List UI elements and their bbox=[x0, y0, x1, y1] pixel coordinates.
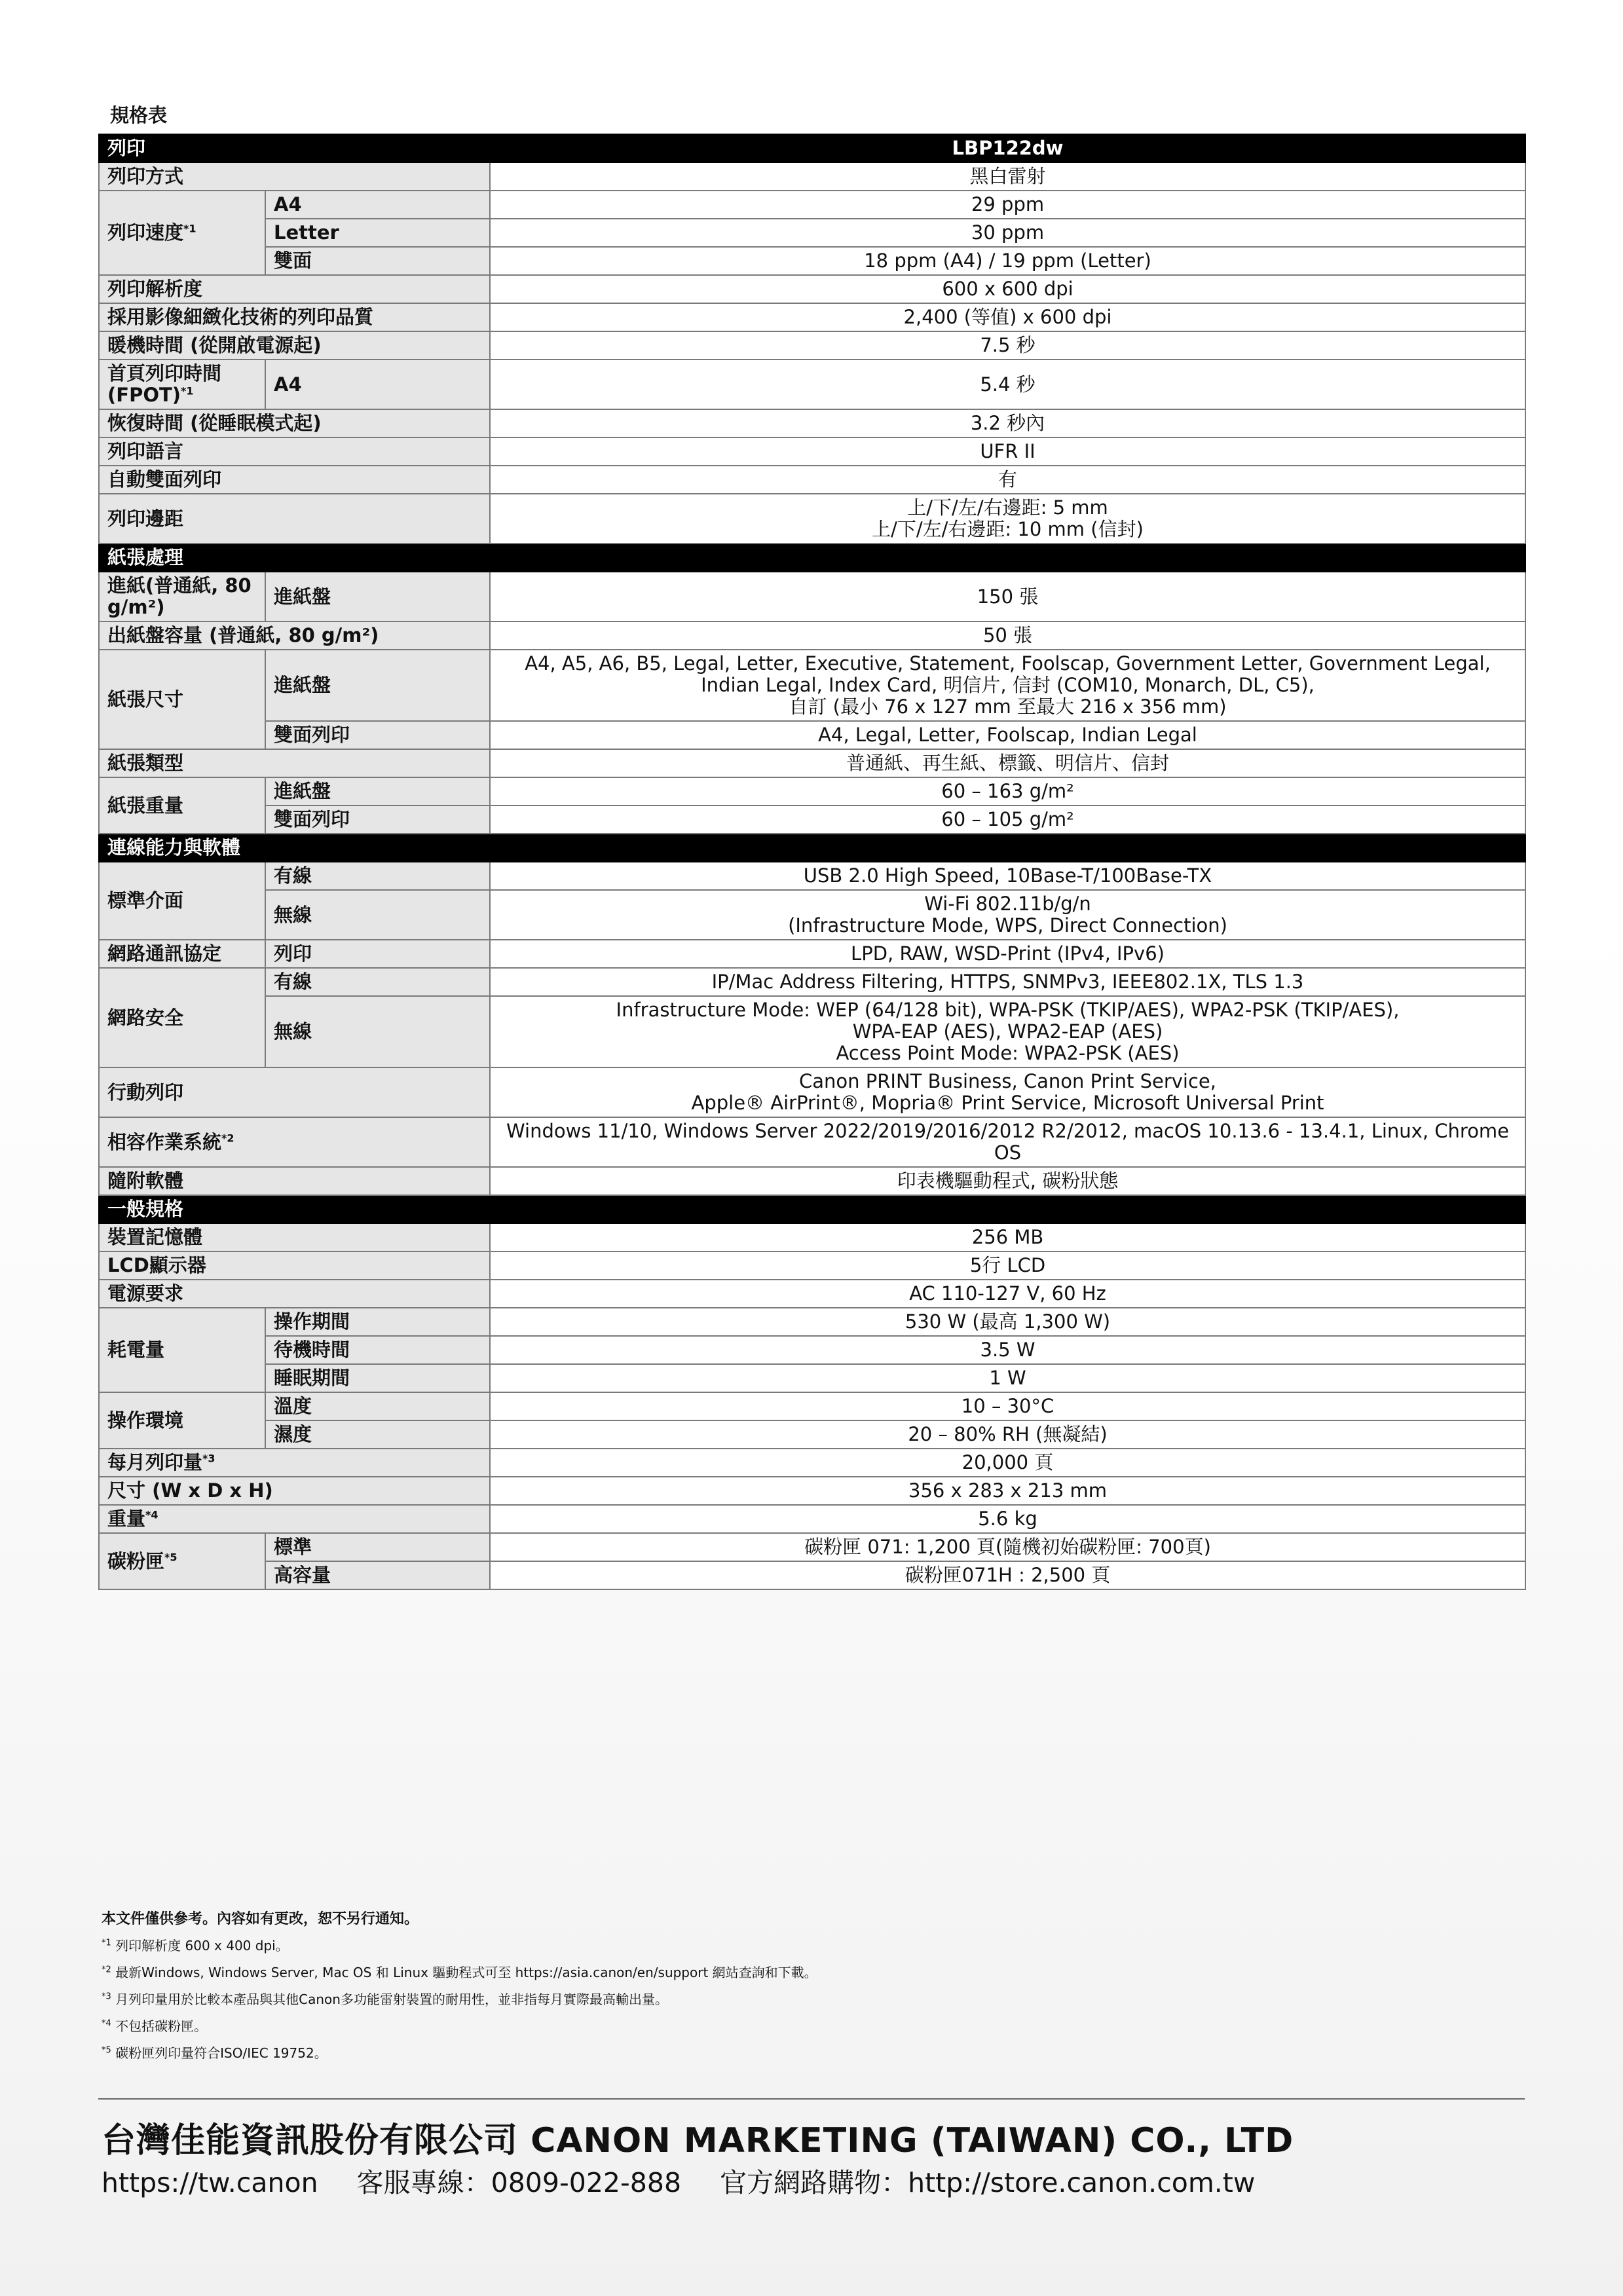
footer-divider bbox=[98, 2098, 1525, 2100]
spec-sublabel: 雙面列印 bbox=[265, 721, 490, 749]
spec-sublabel: 睡眠期間 bbox=[265, 1364, 490, 1392]
spec-value: 上/下/左/右邊距: 5 mm 上/下/左/右邊距: 10 mm (信封) bbox=[490, 494, 1525, 544]
table-row bbox=[99, 650, 1525, 721]
table-row bbox=[99, 572, 1525, 621]
spec-value: A4, Legal, Letter, Foolscap, Indian Legal bbox=[490, 721, 1525, 749]
spec-sublabel: 進紙盤 bbox=[265, 650, 490, 721]
spec-label: 紙張重量 bbox=[99, 777, 265, 834]
spec-label: 碳粉匣$^{*5}$ bbox=[99, 1533, 265, 1589]
spec-value: IP/Mac Address Filtering, HTTPS, SNMPv3, IEEE802.1X, TLS 1.3 bbox=[490, 968, 1525, 996]
table-row bbox=[99, 1392, 1525, 1420]
table-row bbox=[99, 247, 1525, 275]
spec-sublabel: Letter bbox=[265, 219, 490, 247]
spec-label: 列印解析度 bbox=[99, 275, 490, 303]
footnote-item: $^{*2}$ 最新Windows, Windows Server, Mac OS 和 Linux 驅動程式可至 https://asia.canon/en/support 網站查詢和下載。 bbox=[102, 1965, 817, 1980]
spec-value: Wi-Fi 802.11b/g/n (Infrastructure Mode, WPS, Direct Connection) bbox=[490, 890, 1525, 940]
table-row bbox=[99, 890, 1525, 940]
table-row bbox=[99, 940, 1525, 968]
table-row bbox=[99, 191, 1525, 219]
spec-label: 紙張類型 bbox=[99, 749, 490, 777]
spec-value: Canon PRINT Business, Canon Print Service, Apple® AirPrint®, Mopria® Print Service, Microsoft Universal Print bbox=[490, 1067, 1525, 1117]
spec-label: 耗電量 bbox=[99, 1308, 265, 1392]
spec-value: 5行 LCD bbox=[490, 1251, 1525, 1280]
table-row bbox=[99, 621, 1525, 650]
table-row bbox=[99, 1364, 1525, 1392]
spec-label: 暖機時間 (從開啟電源起) bbox=[99, 331, 490, 360]
spec-sublabel: A4 bbox=[265, 191, 490, 219]
spec-label: 出紙盤容量 (普通紙, 80 g/m²) bbox=[99, 621, 490, 650]
spec-value: 2,400 (等值) x 600 dpi bbox=[490, 303, 1525, 331]
spec-value: A4, A5, A6, B5, Legal, Letter, Executive, Statement, Foolscap, Government Letter, Government Legal, Indian Legal, Index Card, 明信片, 信封 (COM10, Monarch, DL, C5), 自訂 (最小 76 x 127 mm 至最大 216 x 356 mm) bbox=[490, 650, 1525, 721]
spec-sublabel: 無線 bbox=[265, 890, 490, 940]
spec-label: 相容作業系統$^{*2}$ bbox=[99, 1117, 490, 1167]
table-row bbox=[99, 1533, 1525, 1561]
spec-value: 普通紙、再生紙、標籤、明信片、信封 bbox=[490, 749, 1525, 777]
spec-sublabel: 濕度 bbox=[265, 1420, 490, 1449]
spec-value: 碳粉匣 071: 1,200 頁(隨機初始碳粉匣: 700頁) bbox=[490, 1533, 1525, 1561]
spec-value: 60 – 105 g/m² bbox=[490, 805, 1525, 834]
table-row bbox=[99, 1477, 1525, 1505]
spec-value: UFR II bbox=[490, 437, 1525, 466]
table-row bbox=[99, 275, 1525, 303]
disclaimer: 本文件僅供參考。內容如有更改，恕不另行通知。 bbox=[102, 1911, 419, 1927]
section-header bbox=[99, 1195, 1525, 1223]
footnote-mark: *1 bbox=[183, 222, 196, 235]
spec-label: 行動列印 bbox=[99, 1067, 490, 1117]
spec-sublabel: 進紙盤 bbox=[265, 572, 490, 621]
footnotes bbox=[102, 1906, 817, 2067]
table-row bbox=[99, 303, 1525, 331]
table-row bbox=[99, 1420, 1525, 1449]
spec-label: 重量$^{*4}$ bbox=[99, 1505, 490, 1533]
footnote-item: $^{*1}$ 列印解析度 600 x 400 dpi。 bbox=[102, 1938, 289, 1953]
spec-value: AC 110-127 V, 60 Hz bbox=[490, 1280, 1525, 1308]
section-header bbox=[99, 834, 1525, 862]
spec-sublabel: 操作期間 bbox=[265, 1308, 490, 1336]
table-row bbox=[99, 466, 1525, 494]
spec-sublabel: 雙面 bbox=[265, 247, 490, 275]
spec-value: LPD, RAW, WSD-Print (IPv4, IPv6) bbox=[490, 940, 1525, 968]
spec-label: 列印邊距 bbox=[99, 494, 490, 544]
footnote-mark: *3 bbox=[202, 1452, 215, 1465]
spec-value: 3.2 秒內 bbox=[490, 409, 1525, 437]
spec-label: 列印語言 bbox=[99, 437, 490, 466]
spec-value: 20,000 頁 bbox=[490, 1449, 1525, 1477]
spec-label: 採用影像細緻化技術的列印品質 bbox=[99, 303, 490, 331]
table-row bbox=[99, 1336, 1525, 1364]
table-row bbox=[99, 862, 1525, 890]
spec-value: 60 – 163 g/m² bbox=[490, 777, 1525, 805]
table-row bbox=[99, 437, 1525, 466]
table-row bbox=[99, 1308, 1525, 1336]
table-row bbox=[99, 996, 1525, 1067]
spec-label: 恢復時間 (從睡眠模式起) bbox=[99, 409, 490, 437]
spec-value: USB 2.0 High Speed, 10Base-T/100Base-TX bbox=[490, 862, 1525, 890]
table-row bbox=[99, 1167, 1525, 1195]
spec-value: 30 ppm bbox=[490, 219, 1525, 247]
table-row bbox=[99, 805, 1525, 834]
spec-value: 1 W bbox=[490, 1364, 1525, 1392]
company-name: 台灣佳能資訊股份有限公司 CANON MARKETING (TAIWAN) CO., LTD bbox=[102, 2121, 1294, 2160]
spec-value: 20 – 80% RH (無凝結) bbox=[490, 1420, 1525, 1449]
spec-label: 隨附軟體 bbox=[99, 1167, 490, 1195]
spec-value: 600 x 600 dpi bbox=[490, 275, 1525, 303]
spec-sublabel: 溫度 bbox=[265, 1392, 490, 1420]
section-header bbox=[99, 134, 1525, 162]
table-row bbox=[99, 494, 1525, 544]
spec-label: 電源要求 bbox=[99, 1280, 490, 1308]
section-title: 列印 bbox=[99, 134, 490, 162]
footnote-mark: *4 bbox=[145, 1508, 159, 1521]
spec-sublabel: 待機時間 bbox=[265, 1336, 490, 1364]
spec-value: 黑白雷射 bbox=[490, 162, 1525, 191]
spec-value: Windows 11/10, Windows Server 2022/2019/2016/2012 R2/2012, macOS 10.13.6 - 13.4.1, Linux, Chrome OS bbox=[490, 1117, 1525, 1167]
spec-sublabel: 高容量 bbox=[265, 1561, 490, 1589]
spec-value: 5.4 秒 bbox=[490, 360, 1525, 409]
footnote-item: $^{*3}$ 月列印量用於比較本產品與其他Canon多功能雷射裝置的耐用性，並非指每月實際最高輸出量。 bbox=[102, 1991, 668, 2007]
spec-sublabel: 有線 bbox=[265, 968, 490, 996]
section-title: 連線能力與軟體 bbox=[99, 834, 1525, 862]
service-hotline: 客服專線：0809-022-888 bbox=[356, 2167, 682, 2198]
spec-label: 網路通訊協定 bbox=[99, 940, 265, 968]
table-row bbox=[99, 1561, 1525, 1589]
spec-value: 印表機驅動程式, 碳粉狀態 bbox=[490, 1167, 1525, 1195]
spec-title: 規格表 bbox=[110, 104, 168, 126]
spec-sublabel: 無線 bbox=[265, 996, 490, 1067]
table-row bbox=[99, 1280, 1525, 1308]
website-link[interactable]: https://tw.canon bbox=[102, 2167, 318, 2198]
spec-label: 尺寸 (W x D x H) bbox=[99, 1477, 490, 1505]
spec-label: 網路安全 bbox=[99, 968, 265, 1067]
table-row bbox=[99, 1505, 1525, 1533]
spec-value: 3.5 W bbox=[490, 1336, 1525, 1364]
table-row bbox=[99, 749, 1525, 777]
spec-label: 紙張尺寸 bbox=[99, 650, 265, 749]
spec-value: 7.5 秒 bbox=[490, 331, 1525, 360]
spec-value: 18 ppm (A4) / 19 ppm (Letter) bbox=[490, 247, 1525, 275]
table-row bbox=[99, 331, 1525, 360]
store-link[interactable]: 官方網路購物：http://store.canon.com.tw bbox=[720, 2167, 1256, 2198]
spec-sublabel: A4 bbox=[265, 360, 490, 409]
table-row bbox=[99, 360, 1525, 409]
table-row bbox=[99, 1067, 1525, 1117]
spec-label: LCD顯示器 bbox=[99, 1251, 490, 1280]
model-name: LBP122dw bbox=[490, 134, 1525, 162]
spec-value: 150 張 bbox=[490, 572, 1525, 621]
spec-sublabel: 列印 bbox=[265, 940, 490, 968]
spec-value: 有 bbox=[490, 466, 1525, 494]
spec-label: 首頁列印時間 (FPOT)$^{*1}$ bbox=[99, 360, 265, 409]
spec-sublabel: 雙面列印 bbox=[265, 805, 490, 834]
footnote-mark: *2 bbox=[221, 1131, 234, 1144]
footnote-mark: *1 bbox=[181, 384, 194, 398]
table-row bbox=[99, 219, 1525, 247]
section-header bbox=[99, 544, 1525, 572]
table-row bbox=[99, 1251, 1525, 1280]
spec-label: 裝置記憶體 bbox=[99, 1223, 490, 1251]
spec-label: 操作環境 bbox=[99, 1392, 265, 1449]
table-row bbox=[99, 1223, 1525, 1251]
spec-value: 29 ppm bbox=[490, 191, 1525, 219]
spec-label: 進紙(普通紙, 80 g/m²) bbox=[99, 572, 265, 621]
spec-label: 列印方式 bbox=[99, 162, 490, 191]
table-row bbox=[99, 968, 1525, 996]
spec-label: 自動雙面列印 bbox=[99, 466, 490, 494]
spec-label: 列印速度$^{*1}$ bbox=[99, 191, 265, 275]
spec-value: 530 W (最高 1,300 W) bbox=[490, 1308, 1525, 1336]
table-row bbox=[99, 1449, 1525, 1477]
contact-line bbox=[102, 2161, 1285, 2200]
table-row bbox=[99, 162, 1525, 191]
spec-label: 標準介面 bbox=[99, 862, 265, 940]
table-row bbox=[99, 409, 1525, 437]
table-row bbox=[99, 721, 1525, 749]
spec-value: 356 x 283 x 213 mm bbox=[490, 1477, 1525, 1505]
section-title: 一般規格 bbox=[99, 1195, 1525, 1223]
spec-value: 碳粉匣071H : 2,500 頁 bbox=[490, 1561, 1525, 1589]
spec-label: 每月列印量$^{*3}$ bbox=[99, 1449, 490, 1477]
spec-value: 50 張 bbox=[490, 621, 1525, 650]
footnote-item: $^{*4}$ 不包括碳粉匣。 bbox=[102, 2018, 208, 2034]
spec-sublabel: 標準 bbox=[265, 1533, 490, 1561]
footnote-item: $^{*5}$ 碳粉匣列印量符合ISO/IEC 19752。 bbox=[102, 2045, 327, 2061]
spec-sublabel: 進紙盤 bbox=[265, 777, 490, 805]
spec-sublabel: 有線 bbox=[265, 862, 490, 890]
section-title: 紙張處理 bbox=[99, 544, 1525, 572]
spec-value: 10 – 30°C bbox=[490, 1392, 1525, 1420]
spec-value: 256 MB bbox=[490, 1223, 1525, 1251]
spec-value: 5.6 kg bbox=[490, 1505, 1525, 1533]
table-row bbox=[99, 777, 1525, 805]
spec-table bbox=[98, 134, 1526, 1590]
spec-value: Infrastructure Mode: WEP (64/128 bit), WPA-PSK (TKIP/AES), WPA2-PSK (TKIP/AES), WPA-EAP (AES), WPA2-EAP (AES) Access Point Mode: WPA2-PSK (AES) bbox=[490, 996, 1525, 1067]
footnote-mark: *5 bbox=[164, 1550, 177, 1563]
table-row bbox=[99, 1117, 1525, 1167]
